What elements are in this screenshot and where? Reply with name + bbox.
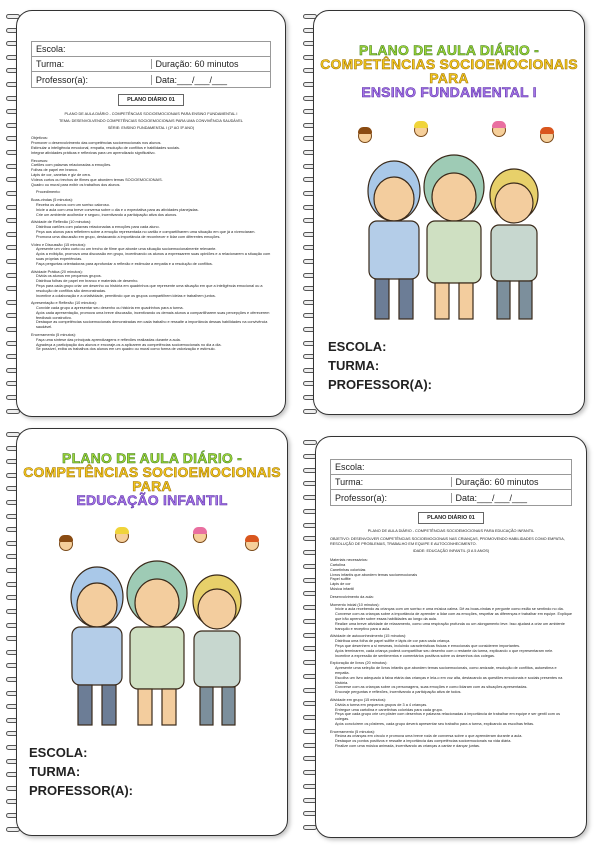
cover-title-line2: COMPETÊNCIAS SOCIOEMOCIONAIS bbox=[320, 56, 578, 72]
block-line: Escolha um livro adequado à faixa etária das crianças e leia-o em voz alta, destacando as questões emocionais e sociais presentes na história. bbox=[335, 675, 563, 685]
material-line: Canetinhas coloridas bbox=[330, 567, 366, 572]
block-line: Receba os alunos com um sorriso caloroso. bbox=[36, 202, 110, 207]
block-line: Entregue uma cartolina e canetinhas coloridas para cada grupo. bbox=[335, 707, 443, 712]
resource-line: Vídeos curtos ou trechos de filmes que abordem temas SOCIOEMOCIONAIS. bbox=[31, 177, 163, 182]
child-face-icon bbox=[193, 529, 207, 543]
procedure-title: Procedimento: bbox=[36, 190, 61, 195]
block-line: Convide cada grupo a apresentar seu desenho ou história em quadrinhos para a turma. bbox=[36, 306, 184, 311]
plan-header-table bbox=[330, 459, 572, 506]
child-face-icon bbox=[492, 123, 506, 137]
material-line: Cartolina bbox=[330, 562, 346, 567]
block-title: Atividade em grupo (15 minutos): bbox=[330, 697, 386, 702]
cover-title-line1: PLANO DE AULA DIÁRIO - bbox=[62, 450, 242, 466]
plan-badge: PLANO DIÁRIO 01 bbox=[118, 94, 184, 106]
block-title: Vídeo e Discussão (15 minutos): bbox=[31, 242, 86, 247]
block-line: Destaque as competências socioemocionais demonstradas em cada trabalho e ressalte a importância dessas habilidades na convivência saudável. bbox=[36, 320, 268, 330]
child-face-icon bbox=[59, 537, 73, 551]
block-line: Após concluírem os pôsteres, cada grupo deverá apresentar seu trabalho para a turma, explicando as escolhas feitas. bbox=[335, 721, 535, 726]
block-line: Incentive a expressão de sentimentos e comentários positivos sobre os desenhos dos colegas. bbox=[335, 653, 495, 658]
cover-class-field: TURMA: bbox=[328, 358, 380, 373]
material-line: Papel sulfite bbox=[330, 577, 351, 582]
block-line: Reúna as crianças em círculo e promova uma breve roda de conversa sobre o que aprenderam durante a aula. bbox=[335, 734, 523, 739]
plan-series: SÉRIE: ENSINO FUNDAMENTAL I (1º AO 5º ANO) bbox=[107, 125, 195, 130]
plan-title: PLANO DE AULA DIÁRIO - COMPETÊNCIAS SOCIOEMOCIONAIS PARA EDUCAÇÃO INFANTIL bbox=[367, 529, 535, 533]
plan-age: IDADE: EDUCAÇÃO INFANTIL (3 A 5 ANOS) bbox=[412, 549, 490, 554]
objective-line: Estimular a inteligência emocional, empatia, resolução de conflitos e habilidades sociais. bbox=[31, 145, 181, 150]
infantil-cover-page bbox=[16, 428, 288, 836]
child-face-icon bbox=[540, 129, 554, 143]
block-line: Peça que cada grupo crie um pôster com desenhos e palavras relacionadas à importância de trabalhar em equipe e ser gentil com os colegas. bbox=[335, 712, 560, 722]
cover-title-line2: COMPETÊNCIAS SOCIOEMOCIONAIS bbox=[23, 464, 281, 480]
cover-school-field: ESCOLA: bbox=[328, 339, 387, 354]
block-title: Exploração de livros (20 minutos): bbox=[330, 661, 388, 666]
material-line: Livros infantis que abordem temas socioemocionais bbox=[330, 572, 418, 577]
resources-title: Recursos: bbox=[31, 158, 49, 163]
objectives-title: Objetivos: bbox=[31, 136, 48, 141]
infantil-plan-page bbox=[315, 436, 587, 838]
class-field: Turma: bbox=[36, 59, 65, 69]
block-line: Divida os alunos em pequenos grupos. bbox=[36, 274, 102, 279]
fundamental-plan-page bbox=[16, 10, 286, 417]
block-line: Converse com as crianças sobre a importância de aprender a lidar com as emoções, respeitar as diferenças e trabalhar em equipe. Explique que irão aprender sobre essas habilidades ao longo da aula. bbox=[335, 612, 573, 621]
block-title: Encerramento (5 minutos): bbox=[31, 333, 76, 338]
fundamental-cover-page bbox=[313, 10, 585, 415]
objective-line: Integrar atividades práticas e reflexivas para um aprendizado significativo. bbox=[31, 150, 156, 155]
block-title: Momento inicial (10 minutos): bbox=[330, 602, 380, 607]
child-face-icon bbox=[358, 129, 372, 143]
block-line: Agradeça a participação dos alunos e encoraje-os a aplicarem as competências socioemocionais no dia a dia. bbox=[36, 342, 222, 347]
date-field: Data:___/___/___ bbox=[451, 493, 572, 503]
cover-teacher-field: PROFESSOR(A): bbox=[328, 377, 432, 392]
cover-school-field: ESCOLA: bbox=[29, 745, 88, 760]
block-line: Distribua cartões com palavras relacionadas a emoções para cada aluno. bbox=[36, 225, 160, 230]
block-title: Apresentação e Reflexão (10 minutos): bbox=[31, 301, 97, 306]
cover-title-line4: EDUCAÇÃO INFANTIL bbox=[76, 492, 228, 508]
block-line: Finalize com uma música animada, incentivando as crianças a cantar e dançar juntas. bbox=[335, 744, 480, 749]
block-line: Se possível, exiba os trabalhos dos alunos em um quadro ou mural como forma de valorização e estímulo. bbox=[36, 347, 216, 352]
block-line: Após a exibição, promova uma discussão em grupo, incentivando os alunos a expressarem suas opiniões e a relacionarem a situação com suas próprias experiências. bbox=[36, 252, 271, 261]
material-line: Lápis de cor bbox=[330, 582, 351, 587]
plan-title: PLANO DE AULA DIÁRIO - COMPETÊNCIAS SOCIOEMOCIONAIS PARA ENSINO FUNDAMENTAL I bbox=[64, 112, 238, 116]
cover-title-line3: PARA bbox=[429, 70, 469, 86]
teacher-field: Professor(a): bbox=[335, 492, 388, 503]
resource-line: Folhas de papel em branco. bbox=[31, 168, 79, 173]
block-line: Peça que desenhem a si mesmas, incluindo características físicas e emocionais que considerem importantes. bbox=[335, 643, 521, 648]
cover-title-line3: PARA bbox=[132, 478, 172, 494]
block-line: Promova uma discussão em grupo, destacando a importância de reconhecer e lidar com diferentes emoções. bbox=[36, 234, 221, 239]
block-line: Inicie a aula com uma breve conversa sobre o dia e o expectativa para as atividades planejadas. bbox=[36, 207, 199, 212]
block-line: Crie um ambiente acolhedor e seguro, incentivando a participação ativa dos alunos. bbox=[36, 212, 178, 217]
block-title: Atividade de autoconhecimento (15 minutos): bbox=[330, 634, 407, 639]
resource-line: Lápis de cor, canetas e giz de cera. bbox=[31, 172, 91, 177]
block-line: Distribua folhas de papel em branco e materiais de desenho. bbox=[36, 279, 139, 284]
block-title: Encerramento (5 minutos): bbox=[330, 729, 375, 734]
date-field: Data:___/___/___ bbox=[151, 75, 271, 85]
block-line: Peça aos alunos para refletirem sobre a emoção representada no cartão e compartilharem uma situação em que já a vivenciaram. bbox=[36, 229, 256, 234]
plan-body bbox=[31, 136, 271, 352]
block-line: Realize uma breve atividade de relaxamento, como uma respiração profunda ou um alongamento leve. Isso ajudará a criar um ambiente tranquilo e receptivo para a aula. bbox=[335, 621, 565, 631]
material-line: Música infantil bbox=[330, 586, 355, 591]
block-line: Após terminarem, cada criança poderá compartilhar seu desenho com o restante da turma, explicando o que representaram nele. bbox=[335, 648, 554, 653]
block-line: Destaque os pontos positivos e ressalte a importância das competências socioemocionais na vida diária. bbox=[335, 739, 512, 744]
children-illustration bbox=[349, 151, 554, 321]
block-line: Após cada apresentação, promova uma breve discussão, incentivando os demais alunos a compartilharem suas percepções e oferecerem feedback construtivo. bbox=[36, 310, 270, 320]
block-title: Boas-vindas (5 minutos): bbox=[31, 198, 73, 203]
block-line: Faça perguntas orientadoras para aprofundar a reflexão e estimular a empatia e a resolução de conflitos. bbox=[36, 261, 213, 266]
plan-badge: PLANO DIÁRIO 01 bbox=[418, 512, 484, 524]
block-line: Inicie a aula recebendo as crianças com um sorriso e uma música calma. Dê as boas-vindas e pergunte como estão se sentindo no dia. bbox=[335, 607, 564, 612]
block-line: Apresente um vídeo curto ou um trecho de filme que aborde uma situação socioemocionalmente relevante. bbox=[36, 247, 217, 252]
development-title: Desenvolvimento da aula: bbox=[330, 594, 374, 599]
duration-field: Duração: 60 minutos bbox=[151, 59, 271, 69]
plan-theme: TEMA: DESENVOLVENDO COMPETÊNCIAS SOCIOEMOCIONAIS PARA UMA CONVIVÊNCIA SAUDÁVEL bbox=[58, 118, 244, 123]
child-face-icon bbox=[414, 123, 428, 137]
cover-class-field: TURMA: bbox=[29, 764, 81, 779]
school-field: Escola: bbox=[335, 462, 365, 472]
block-line: Faça uma síntese das principais aprendizagens e reflexões realizadas durante a aula. bbox=[36, 337, 181, 342]
children-illustration bbox=[52, 557, 257, 727]
cover-title-line1: PLANO DE AULA DIÁRIO - bbox=[359, 42, 539, 58]
duration-field: Duração: 60 minutos bbox=[451, 477, 572, 487]
school-field: Escola: bbox=[36, 44, 66, 54]
child-face-icon bbox=[115, 529, 129, 543]
block-line: Apresente uma seleção de livros infantis que abordem temas socioemocionais, como amizade, resolução de conflitos, autoestima e empatia. bbox=[335, 666, 557, 675]
objective-line: Promover o desenvolvimento das competências socioemocionais nos alunos. bbox=[31, 141, 162, 146]
block-line: Peça para cada grupo criar um desenho ou história em quadrinhos que represente uma situação em que a inteligência emocional ou a resolução de conflitos são demonstradas. bbox=[36, 283, 263, 293]
resource-line: Quadro ou mural para exibir os trabalhos dos alunos. bbox=[31, 182, 121, 187]
block-title: Atividade Prática (20 minutos): bbox=[31, 269, 83, 274]
plan-header-table bbox=[31, 41, 271, 88]
block-line: Distribua uma folha de papel sulfite e lápis de cor para cada criança. bbox=[335, 639, 451, 644]
cover-title-line4: ENSINO FUNDAMENTAL I bbox=[361, 84, 537, 100]
block-line: Incentive a colaboração e a criatividade, permitindo que os grupos compartilhem ideias e trabalhem juntos. bbox=[36, 293, 216, 298]
teacher-field: Professor(a): bbox=[36, 74, 89, 85]
plan-body bbox=[330, 558, 572, 749]
materials-title: Materiais necessários: bbox=[330, 558, 368, 563]
cover-teacher-field: PROFESSOR(A): bbox=[29, 783, 133, 798]
block-line: Encoraje perguntas e reflexões, incentivando a participação ativa de todos. bbox=[335, 690, 462, 695]
block-line: Converse com as crianças sobre os personagens, suas emoções e como lidaram com as situações apresentadas. bbox=[335, 685, 528, 690]
block-title: Atividade de Reflexão (10 minutos): bbox=[31, 220, 92, 225]
child-face-icon bbox=[245, 537, 259, 551]
block-line: Divida a turma em pequenos grupos de 3 a 4 crianças. bbox=[335, 702, 428, 707]
resource-line: Cartões com palavras relacionadas a emoções. bbox=[31, 163, 112, 168]
class-field: Turma: bbox=[335, 477, 364, 487]
plan-objective: OBJETIVO: DESENVOLVER COMPETÊNCIAS SOCIOEMOCIONAIS NAS CRIANÇAS, PROMOVENDO HABILIDADES COMO EMPATIA, RESOLUÇÃO DE PROBLEMAS, TRABALHO EM EQUIPE E AUTOCONHECIMENTO. bbox=[330, 536, 565, 546]
